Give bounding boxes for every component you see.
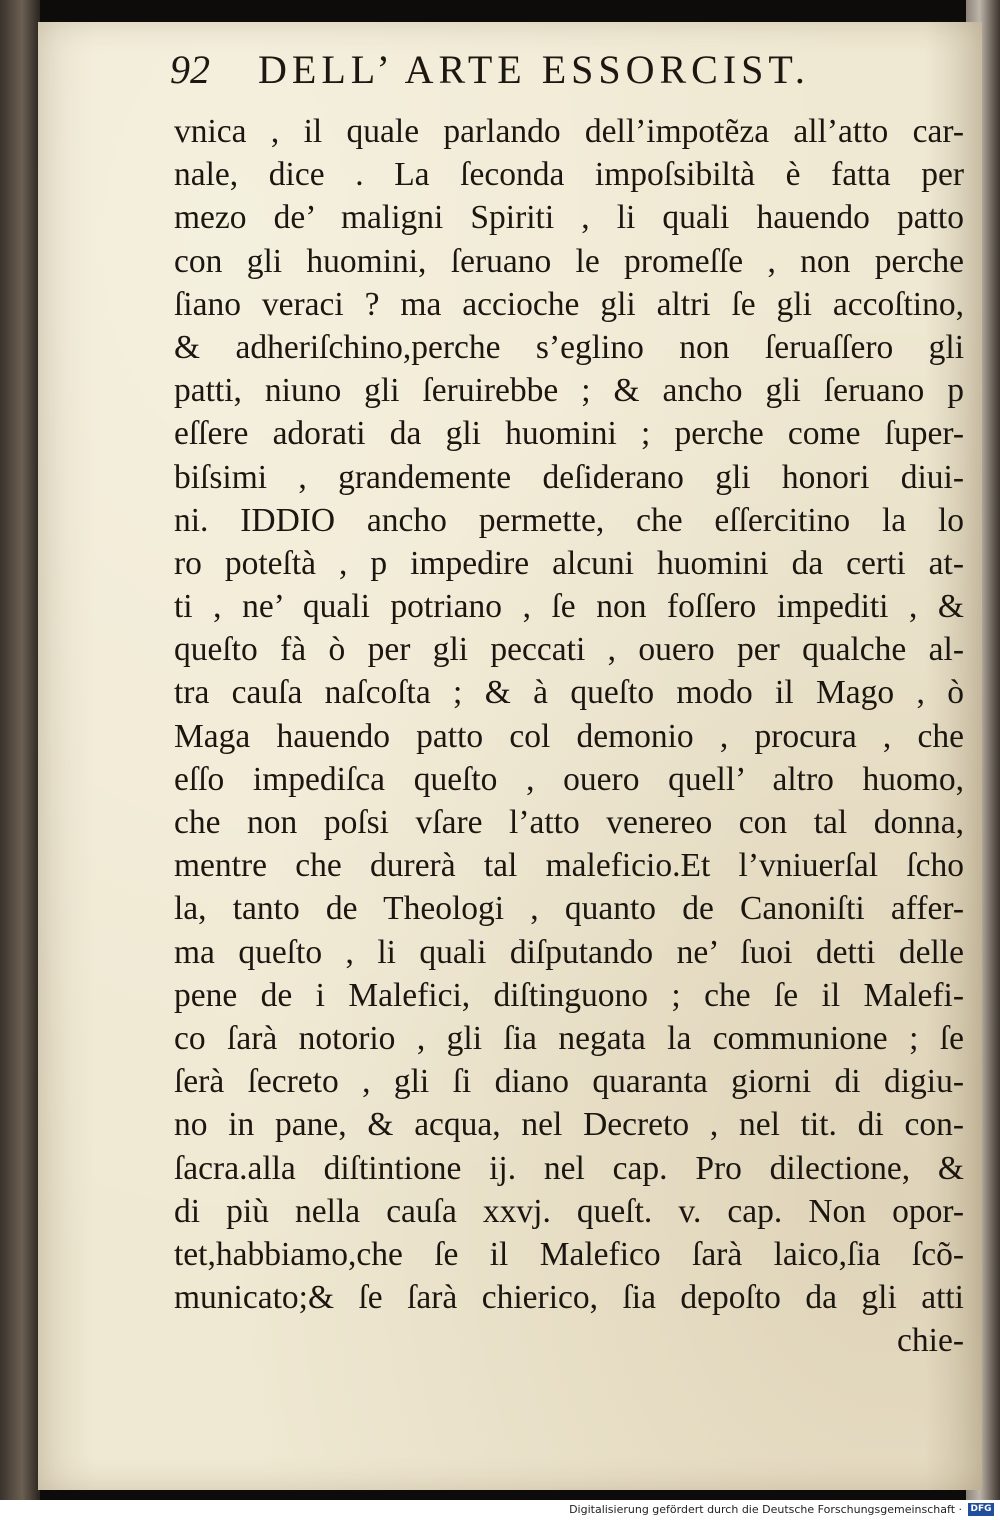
text-line: eſſere adorati da gli huomini ; perche come ſuper- [174, 415, 964, 453]
text-line: la, tanto de Theologi , quanto de Canoniſti affer- [174, 890, 964, 928]
text-line: ma queſto , li quali diſputando ne’ ſuoi detti delle [174, 933, 964, 971]
text-line: vnica , il quale parlando dell’impotẽza all’atto car- [174, 113, 964, 150]
text-line: no in pane, & acqua, nel Decreto , nel tit. di con- [174, 1106, 964, 1144]
text-line: nale, dice . La ſeconda impoſsibiltà è fatta per [174, 156, 964, 194]
text-line: che non poſsi vſare l’atto venereo con tal donna, [174, 804, 964, 841]
page-header [170, 44, 850, 96]
text-line: & adheriſchino,perche s’eglino non ſeruaſſero gli [174, 328, 964, 366]
digitization-footer [0, 1500, 1000, 1520]
text-line: ſerà ſecreto , gli ſi diano quaranta giorni di digiu- [174, 1063, 964, 1101]
text-line: mentre che durerà tal maleficio.Et l’vniuerſal ſcho [174, 847, 964, 885]
text-line: queſto fà ò per gli peccati , ouero per qualche al- [174, 631, 964, 669]
funding-credit: Digitalisierung gefördert durch die Deutsche Forschungsgemeinschaft · [569, 1503, 962, 1516]
dfg-logo-icon: DFG [968, 1503, 994, 1516]
scanner-frame-left [0, 0, 40, 1500]
text-line: biſsimi , grandemente deſiderano gli honori diui- [174, 458, 964, 496]
catchword: chie- [897, 1322, 964, 1360]
text-line: Maga hauendo patto col demonio , procura , che [174, 717, 964, 755]
body-text [174, 110, 964, 1362]
text-line: ſacra.alla diſtintione ij. nel cap. Pro dilectione, & [174, 1149, 964, 1187]
running-title: DELL’ ARTE ESSORCIST. [258, 47, 810, 92]
text-line: municato;& ſe ſarà chierico, ſia depoſto da gli atti [174, 1279, 964, 1317]
text-line: di più nella cauſa xxvj. queſt. v. cap. Non opor- [174, 1192, 964, 1230]
page-number: 92 [170, 47, 210, 92]
text-line: patti, niuno gli ſeruirebbe ; & ancho gli ſeruano p [174, 372, 964, 410]
text-line: tet,habbiamo,che ſe il Malefico ſarà laico,ſia ſcõ- [174, 1235, 964, 1273]
text-line: pene de i Malefici, diſtinguono ; che ſe il Malefi- [174, 976, 964, 1014]
text-line: co ſarà notorio , gli ſia negata la communione ; ſe [174, 1019, 964, 1057]
text-line: con gli huomini, ſeruano le promeſſe , non perche [174, 242, 964, 280]
text-line: ni. IDDIO ancho permette, che eſſercitino la lo [174, 501, 964, 539]
text-line: eſſo impediſca queſto , ouero quell’ altro huomo, [174, 760, 964, 798]
text-line: ro poteſtà , p impedire alcuni huomini da certi at- [174, 544, 964, 582]
text-line: tra cauſa naſcoſta ; & à queſto modo il Mago , ò [174, 674, 964, 712]
text-line: ti , ne’ quali potriano , ſe non foſſero impediti , & [174, 588, 964, 626]
text-line: ſiano veraci ? ma accioche gli altri ſe gli accoſtino, [174, 285, 964, 323]
text-line: mezo de’ maligni Spiriti , li quali hauendo patto [174, 199, 964, 237]
